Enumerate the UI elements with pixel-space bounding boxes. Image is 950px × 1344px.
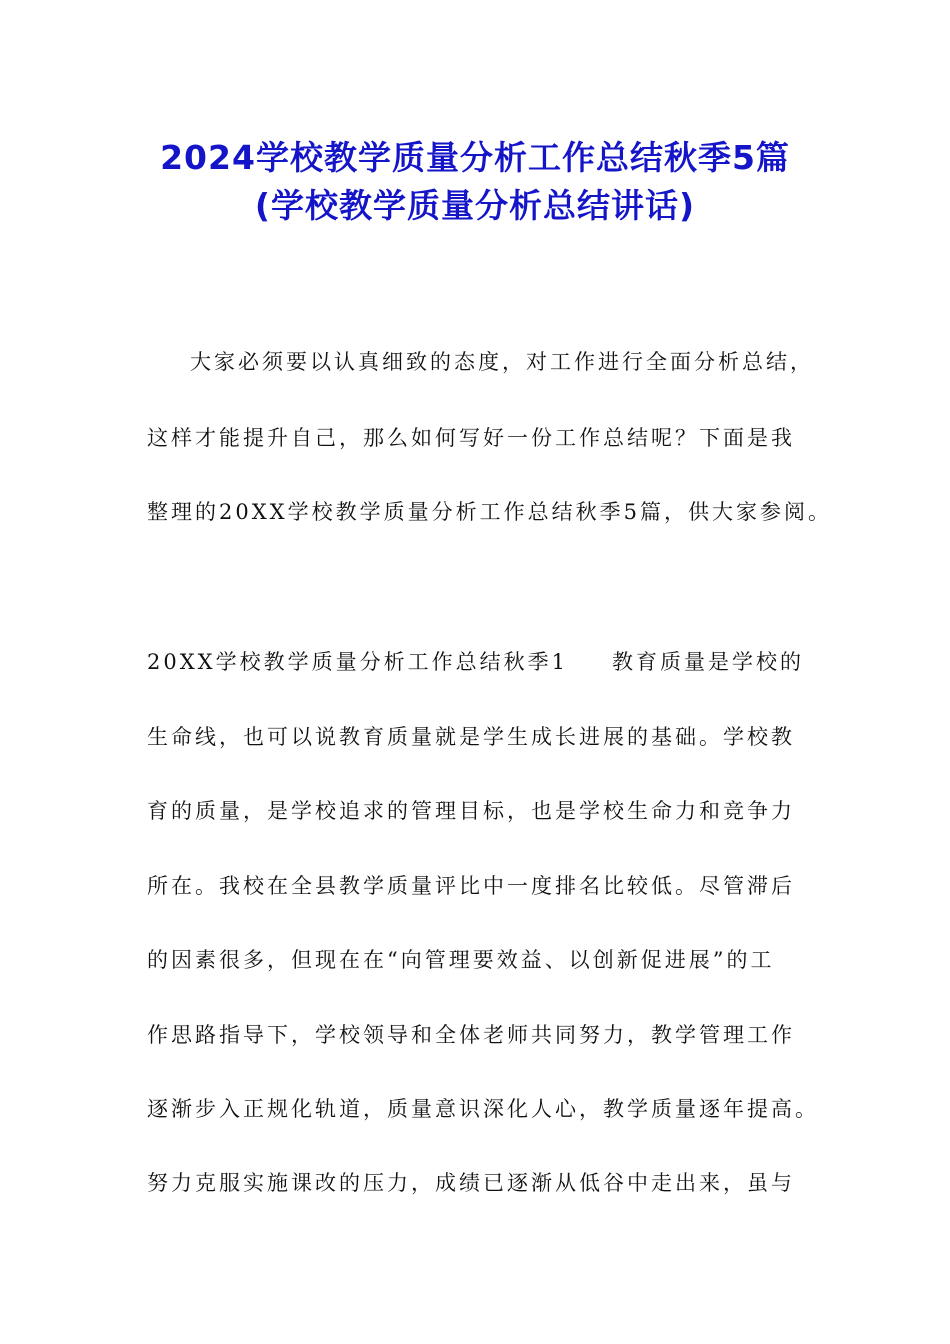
section-1-first-line — [147, 646, 807, 676]
document-title-line-1: 2024学校教学质量分析工作总结秋季5篇 — [160, 138, 790, 177]
section-1-line-8: 努力克服实施课改的压力，成绩已逐渐从低谷中走出来，虽与 — [147, 1171, 795, 1195]
section-1-line-2: 生命线，也可以说教育质量就是学生成长进展的基础。学校教 — [147, 725, 795, 749]
intro-line-3: 整理的20XX学校教学质量分析工作总结秋季5篇，供大家参阅。 — [147, 500, 832, 524]
section-1-first-line-text: 教育质量是学校的 — [611, 650, 804, 674]
section-1-line-3: 育的质量，是学校追求的管理目标，也是学校生命力和竞争力 — [147, 799, 795, 823]
section-1-line-6: 作思路指导下，学校领导和全体老师共同努力，教学管理工作 — [147, 1023, 795, 1047]
document-title-line-2: (学校教学质量分析总结讲话) — [254, 186, 696, 225]
section-1-line-7: 逐渐步入正规化轨道，质量意识深化人心，教学质量逐年提高。 — [147, 1097, 819, 1121]
intro-line-1: 大家必须要以认真细致的态度，对工作进行全面分析总结， — [190, 350, 814, 374]
intro-line-2: 这样才能提升自己，那么如何写好一份工作总结呢？下面是我 — [147, 426, 795, 450]
section-1-line-5: 的因素很多，但现在在“向管理要效益、以创新促进展”的工 — [147, 948, 775, 972]
section-1-line-4: 所在。我校在全县教学质量评比中一度排名比较低。尽管滞后 — [147, 874, 795, 898]
section-1-heading: 20XX学校教学质量分析工作总结秋季1 — [147, 650, 568, 674]
